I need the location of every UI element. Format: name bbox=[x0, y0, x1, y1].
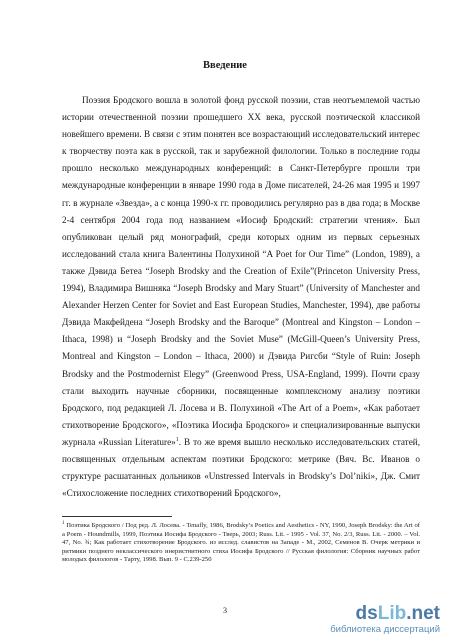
page-number: 3 bbox=[223, 606, 227, 615]
logo-suffix: .net bbox=[406, 603, 440, 624]
paragraph-text: Поэзия Бродского вошла в золотой фонд русской поэзии, став неотъемлемой частью истории отечественной поэзии прошедшего XX века, русской поэтической классикой новейшего времени. В связи с этим понятен все возрастающий исследовательский интерес к творчеству поэта как в русской, так и зарубежной филологии. Только в последние годы прошло несколько международных конференций: в Санкт-Петербурге прошли три международные конференции в январе 1990 года в Доме писателей, 24-26 мая 1995 и 1997 гг. в журнале «Звезда», а с конца 1990-х гг. проводились регулярно раз в два года; в Москве 2-4 сентября 2004 года под названием «Иосиф Бродский: стратегии чтения». Был опубликован целый ряд монографий, среди которых одним из первых серьезных исследований стала книга Валентины Полухиной “A Poet for Our Time” (London, 1989), а также Дэвида Бетеа “Joseph Brodsky and the Creation of Exile”(Princeton University Press, 1994), Владимира Вишняка “Joseph Brodsky and Mary Stuart” (University of Manchester and Alexander Herzen Center for Soviet and East European Studies, Manchester, 1994), две работы Дэвида Макфейдена “Joseph Brodsky and the Baroque” (Montreal and Kingston – London – Ithaca, 1998) и “Joseph Brodsky and the Soviet Muse” (McGill-Queen’s University Press, Montreal and Kingston – London – Ithaca, 2000) и Дэвида Ригсби “Style of Ruin: Joseph Brodsky and the Postmodernist Elegy” (Greenwood Press, USA-England, 1999). Почти сразу стали выходить научные сборники, посвященные комплексному анализу поэтики Бродского, под редакцией Л. Лосева и В. Полухиной «The Art of a Poem», «Как работает стихотворение Бродского», «Поэтика Иосифа Бродского» и специализированные выпуски журнала «Russian Literature» bbox=[62, 95, 420, 447]
intro-paragraph bbox=[62, 92, 420, 502]
watermark-logo bbox=[330, 604, 440, 636]
footnote-divider bbox=[62, 516, 172, 517]
footnote-mark: 1 bbox=[62, 520, 65, 526]
paragraph-text-continued: . В то же время вышло несколько исследовательских статей, посвященных отдельным аспектам поэтики Бродского: метрике (Вяч. Вс. Иванов о структуре расшатанных дольников «Unstressed Intervals in Brodsky’s Dol’niki», Дж. Смит «Стихосложение последних стихотворений Бродского», bbox=[62, 436, 420, 499]
page-title: Введение bbox=[203, 60, 247, 71]
logo-prefix: ds bbox=[355, 603, 378, 624]
footnote-reference: 1 bbox=[175, 436, 179, 443]
logo-accent: Lib bbox=[377, 603, 407, 624]
footnote-text: Поэтика Бродского / Под ред. Л. Лосева. - Tenafly, 1986, Brodsky’s Poetics and Aesthetics - NY, 1990, Joseph Brodsky: the Art of a Poem - Houndmills, 1999, Поэтика Иосифа Бродского - Тверь, 2003; Russ. Lit. - 1995 - Vol. 37, No. 2/3, Russ. Lit. - 2000. – Vol. 47, No. ¾; Как работает стихотворение Бродского. из исслед. славистов на Западе - М., 2002, Семенов В. Очерк метрики и ритмики позднего неклассического инеристнитного стиха Иосифа Бродского // Русская филология: Сборник научных работ молодых филологов - Тарту, 1998. Вып. 9 - С.239-250 bbox=[62, 522, 420, 564]
footnote bbox=[62, 522, 420, 565]
logo-subtitle: библиотека диссертаций bbox=[330, 624, 440, 635]
body-text bbox=[62, 92, 420, 502]
